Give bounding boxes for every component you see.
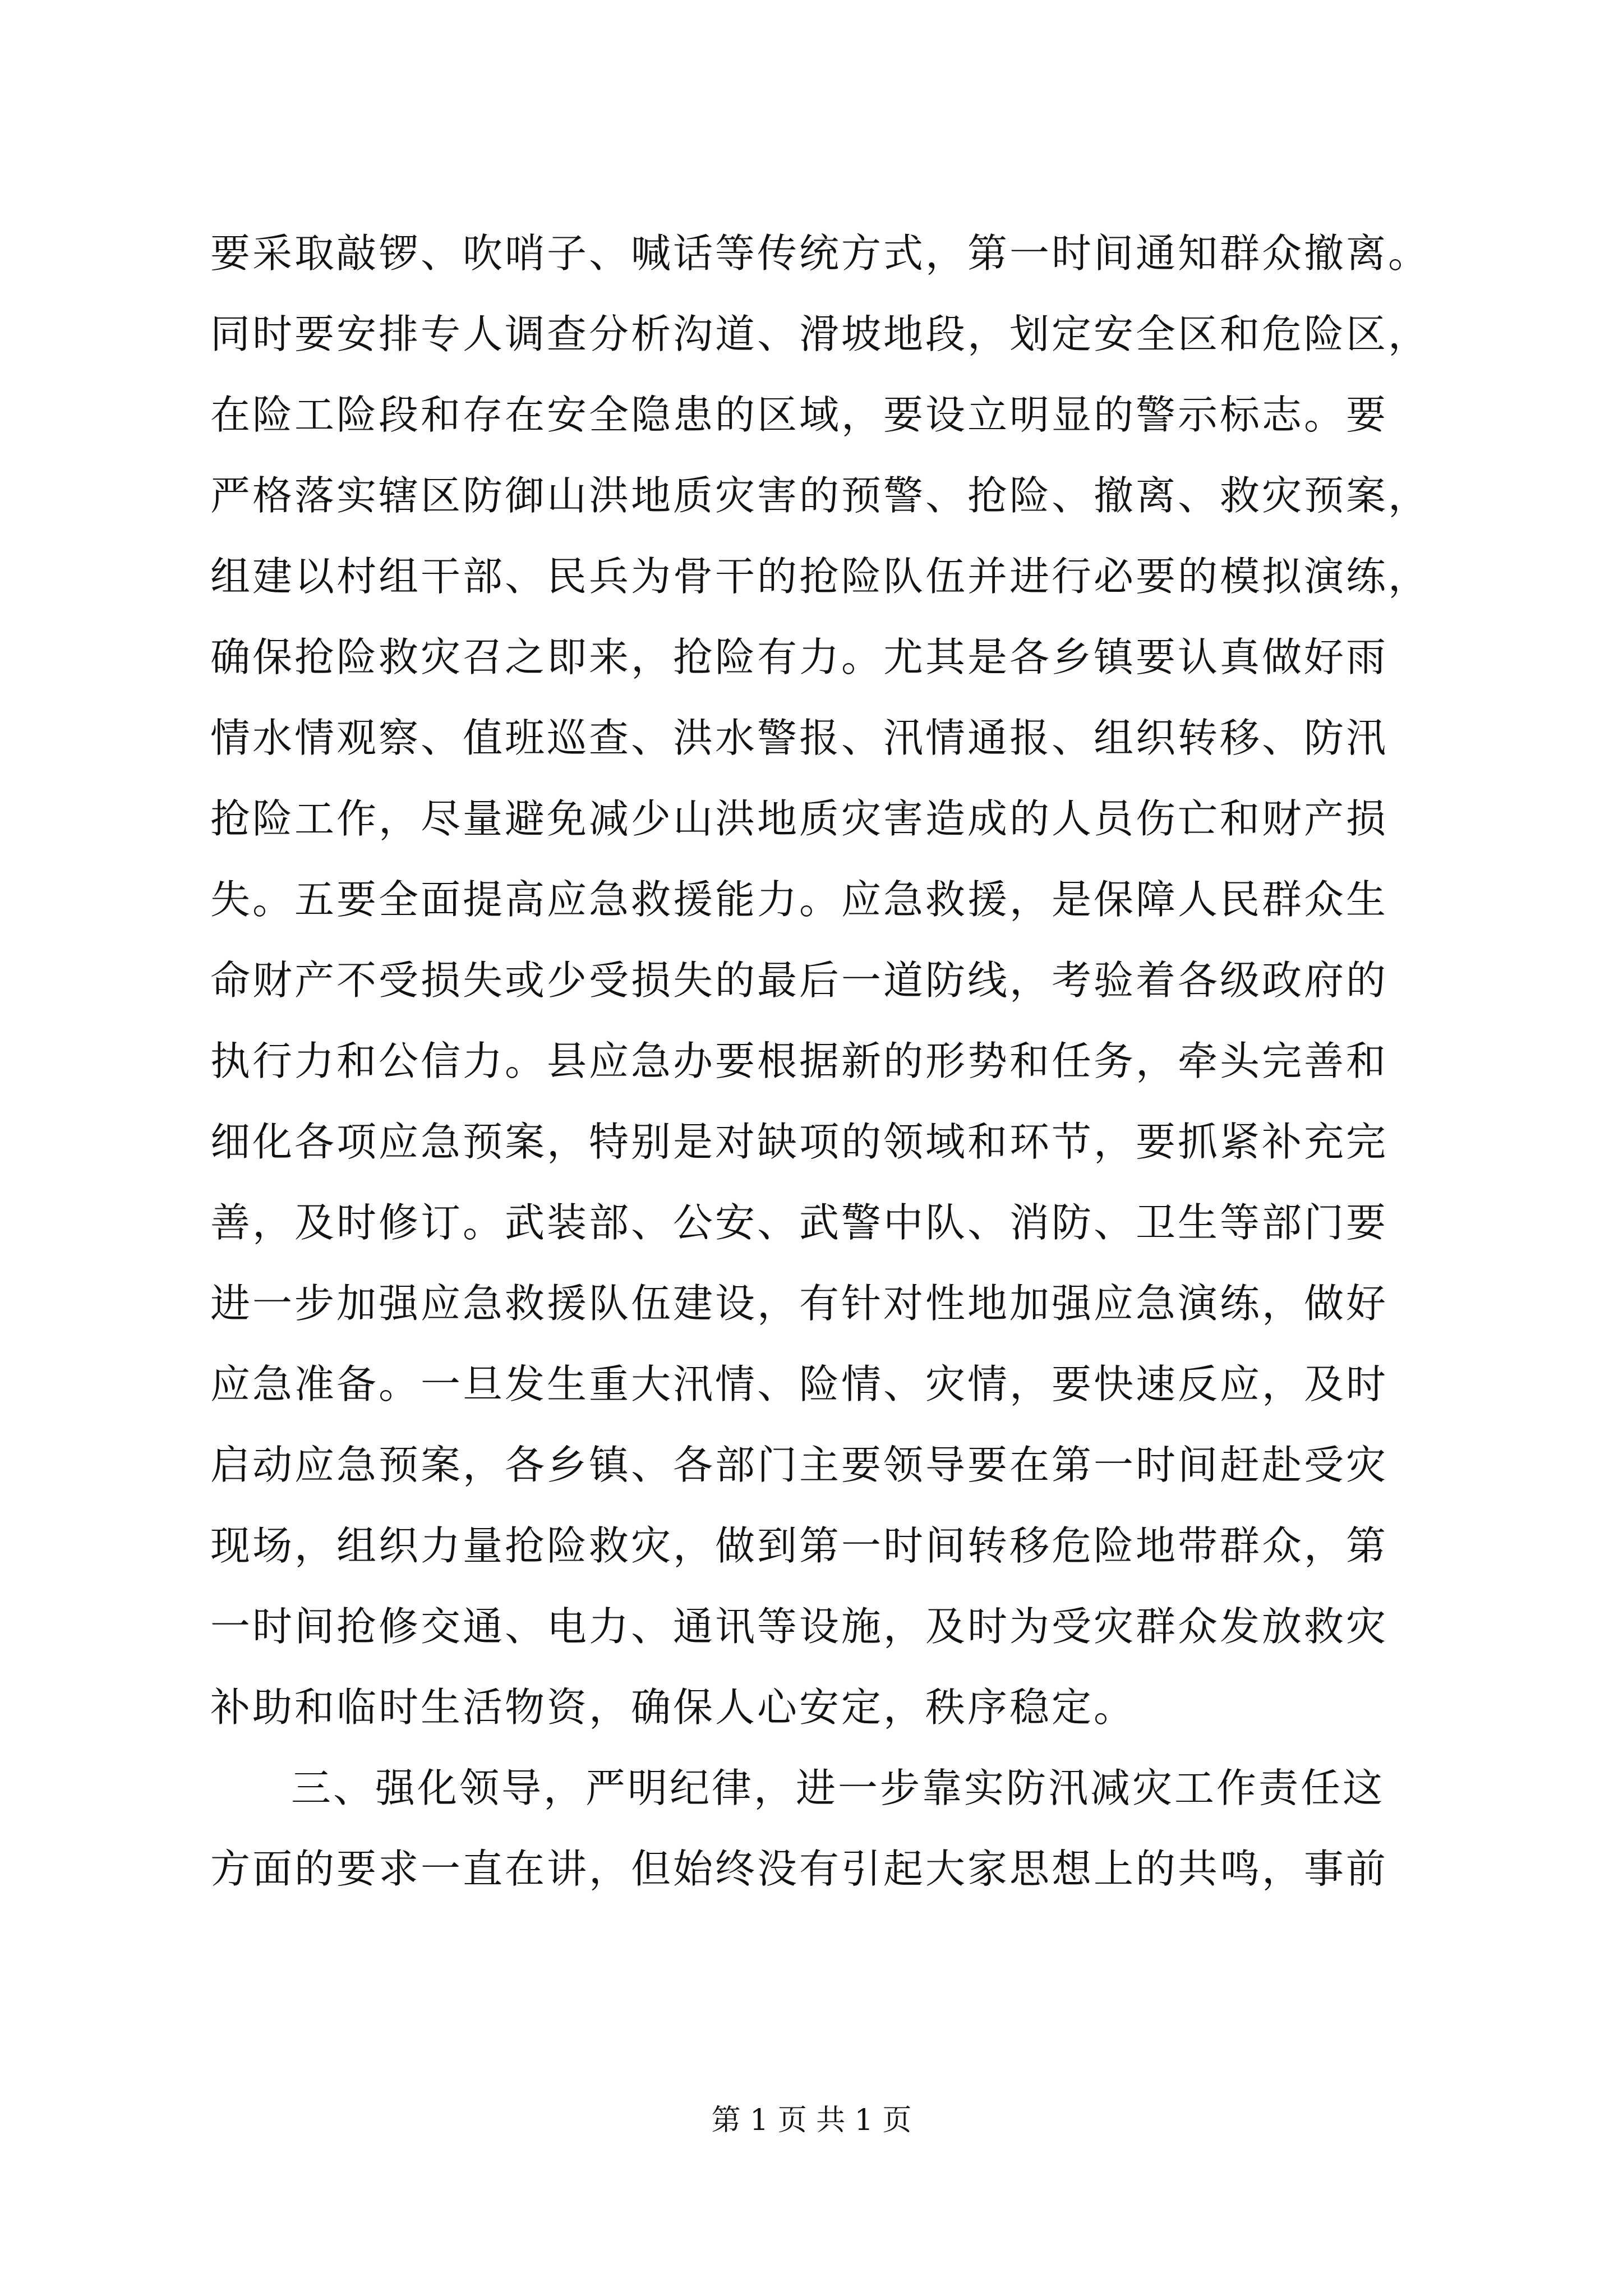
text-line: 命财产不受损失或少受损失的最后一道防线，考验着各级政府的 — [210, 957, 1389, 1004]
text-line: 要采取敲锣、吹哨子、喊话等传统方式，第一时间通知群众撤离。 — [210, 230, 1431, 277]
text-line: 在险工险段和存在安全隐患的区域，要设立明显的警示标志。要 — [210, 392, 1389, 438]
text-line: 方面的要求一直在讲，但始终没有引起大家思想上的共鸣，事前 — [210, 1846, 1389, 1892]
text-line: 失。五要全面提高应急救援能力。应急救援，是保障人民群众生 — [210, 876, 1389, 923]
document-body — [210, 213, 1433, 1910]
text-line: 同时要安排专人调查分析沟道、滑坡地段，划定安全区和危险区， — [210, 311, 1431, 357]
text-line: 补助和临时生活物资，确保人心安定，秩序稳定。 — [210, 1684, 1136, 1731]
text-line: 细化各项应急预案，特别是对缺项的领域和环节，要抓紧补充完 — [210, 1119, 1389, 1165]
text-line: 善，及时修订。武装部、公安、武警中队、消防、卫生等部门要 — [210, 1199, 1389, 1246]
text-line: 情水情观察、值班巡查、洪水警报、汛情通报、组织转移、防汛 — [210, 715, 1389, 761]
text-line: 执行力和公信力。县应急办要根据新的形势和任务，牵头完善和 — [210, 1038, 1389, 1084]
text-line: 严格落实辖区防御山洪地质灾害的预警、抢险、撤离、救灾预案， — [210, 472, 1431, 519]
text-line: 进一步加强应急救援队伍建设，有针对性地加强应急演练，做好 — [210, 1280, 1389, 1327]
text-line: 现场，组织力量抢险救灾，做到第一时间转移危险地带群众，第 — [210, 1522, 1389, 1569]
text-line: 组建以村组干部、民兵为骨干的抢险队伍并进行必要的模拟演练， — [210, 553, 1431, 600]
text-line: 启动应急预案，各乡镇、各部门主要领导要在第一时间赶赴受灾 — [210, 1442, 1389, 1488]
text-line: 抢险工作，尽量避免减少山洪地质灾害造成的人员伤亡和财产损 — [210, 795, 1389, 842]
text-line: 应急准备。一旦发生重大汛情、险情、灾情，要快速反应，及时 — [210, 1361, 1389, 1407]
text-line: 确保抢险救灾召之即来，抢险有力。尤其是各乡镇要认真做好雨 — [210, 634, 1389, 680]
text-line: 一时间抢修交通、电力、通讯等设施，及时为受灾群众发放救灾 — [210, 1603, 1389, 1650]
page-number-footer: 第 1 页 共 1 页 — [711, 2104, 912, 2137]
section-heading-line: 三、强化领导，严明纪律，进一步靠实防汛减灾工作责任这 — [291, 1765, 1385, 1811]
